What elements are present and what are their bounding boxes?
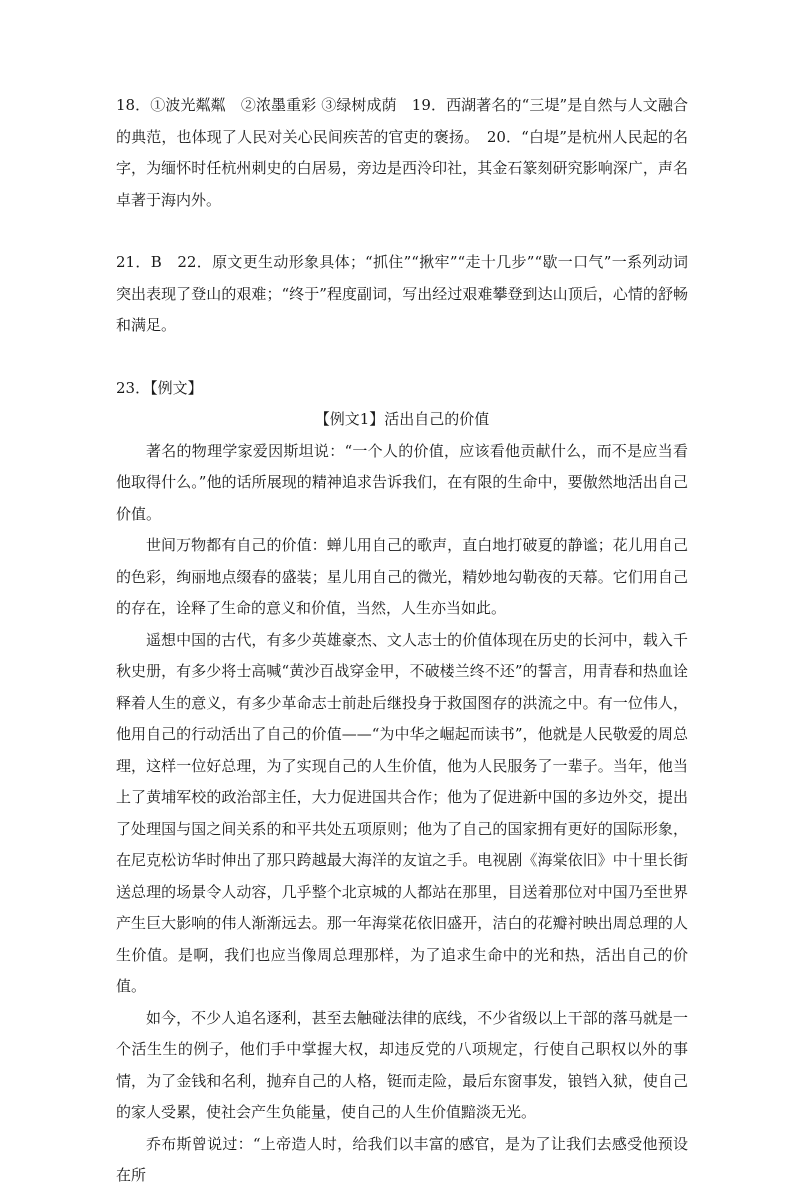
answers-21-22	[116, 247, 688, 342]
answers-18-20	[116, 90, 688, 216]
document-page	[116, 90, 688, 1192]
essay-label: 23．【例文】	[116, 378, 203, 397]
answer-text-18-20: 18．①波光粼粼 ②浓墨重彩 ③绿树成荫 19．西湖著名的“三堤”是自然与人文融合的典范，也体现了人民对关心民间疾苦的官吏的褒扬。 20．“白堤”是杭州人民起的名字，为缅怀时任杭州刺史的白居易，旁边是西泠印社，其金石篆刻研究影响深广，声名卓著于海内外。	[116, 96, 688, 209]
essay-paragraph-5: 乔布斯曾说过：“上帝造人时，给我们以丰富的感官，是为了让我们去感受他预设在所	[116, 1134, 688, 1184]
answer-text-21-22: 21．B 22．原文更生动形象具体；“抓住”“揪牢”“走十几步”“歇一口气”一系列动词突出表现了登山的艰难；“终于”程度副词，写出经过艰难攀登到达山顶后，心情的舒畅和满足。	[116, 253, 688, 334]
essay-section	[116, 373, 688, 1192]
essay-title: 【例文1】活出自己的价值	[314, 410, 490, 428]
essay-paragraph-1: 著名的物理学家爱因斯坦说：“一个人的价值，应该看他贡献什么，而不是应当看他取得什么。”他的话所展现的精神追求告诉我们，在有限的生命中，要傲然地活出自己价值。	[116, 441, 688, 523]
essay-paragraph-2: 世间万物都有自己的价值：蝉儿用自己的歌声，直白地打破夏的静谧；花儿用自己的色彩，绚丽地点缀春的盛装；星儿用自己的微光，精妙地勾勒夜的天幕。它们用自己的存在，诠释了生命的意义和价值，当然，人生亦当如此。	[116, 536, 688, 617]
essay-paragraph-4: 如今，不少人追名逐利，甚至去触碰法律的底线，不少省级以上干部的落马就是一个活生生的例子，他们手中掌握大权，却违反党的八项规定，行使自己职权以外的事情，为了金钱和名利，抛弃自己的人格，铤而走险，最后东窗事发，锒铛入狱，使自己的家人受累，使社会产生负能量，使自己的人生价值黯淡无光。	[116, 1008, 688, 1121]
essay-paragraph-3: 遥想中国的古代，有多少英雄豪杰、文人志士的价值体现在历史的长河中，载入千秋史册，有多少将士高喊“黄沙百战穿金甲，不破楼兰终不还”的誓言，用青春和热血诠释着人生的意义，有多少革命志士前赴后继投身于救国图存的洪流之中。有一位伟人，他用自己的行动活出了自己的价值——“为中华之崛起而读书”，他就是人民敬爱的周总理，这样一位好总理，为了实现自己的人生价值，他为人民服务了一辈子。当年，他当上了黄埔军校的政治部主任，大力促进国共合作；他为了促进新中国的多边外交，提出了处理国与国之间关系的和平共处五项原则；他为了自己的国家拥有更好的国际形象，在尼克松访华时伸出了那只跨越最大海洋的友谊之手。电视剧《海棠依旧》中十里长街送总理的场景令人动容，几乎整个北京城的人都站在那里，目送着那位对中国乃至世界产生巨大影响的伟人渐渐远去。那一年海棠花依旧盛开，洁白的花瓣衬映出周总理的人生价值。是啊，我们也应当像周总理那样，为了追求生命中的光和热，活出自己的价值。	[116, 630, 688, 995]
